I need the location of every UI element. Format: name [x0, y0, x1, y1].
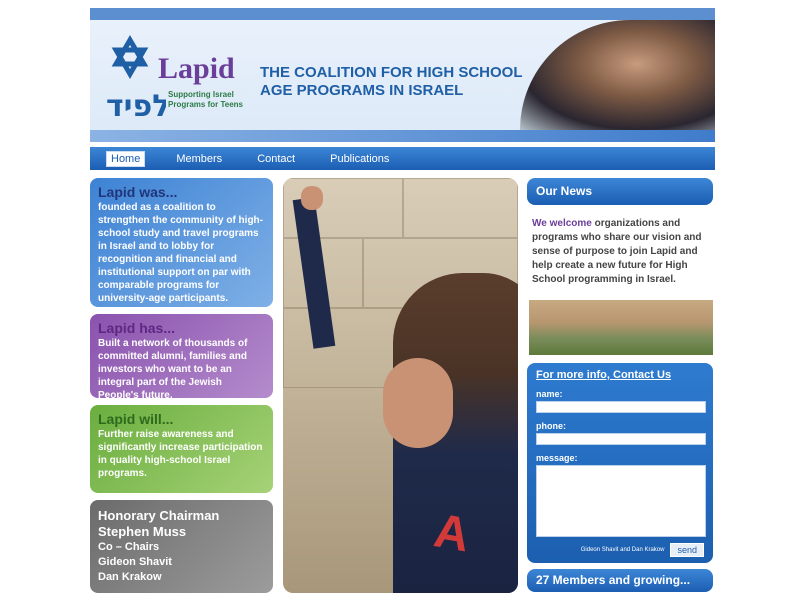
lapid-will-title: Lapid will... [98, 411, 174, 427]
message-textarea[interactable] [536, 465, 706, 537]
news-text [532, 217, 712, 287]
name-input[interactable] [536, 401, 706, 413]
phone-input[interactable] [536, 433, 706, 445]
cochairs-label: Co – Chairs [98, 541, 160, 553]
logo-word: Lapid [158, 52, 235, 85]
lapid-was-title: Lapid was... [98, 184, 178, 200]
honorary-chair-box [90, 500, 273, 593]
lapid-was-text: founded as a coalition to strengthen the community of high-school study and travel programs in Israel and to lobby for recognition and financial and institutional support on par with comparable programs for university-age participants. [98, 202, 263, 304]
logo-hebrew: לפיד [106, 89, 166, 120]
logo-subtitle: Supporting Israel Programs for Teens [168, 90, 243, 109]
contact-form [527, 363, 713, 563]
lapid-logo[interactable] [106, 34, 243, 124]
members-count-link[interactable]: 27 Members and growing... [527, 569, 713, 592]
nav-members[interactable]: Members [176, 152, 223, 165]
lapid-will-text: Further raise awareness and significantly increase participation in quality high-school Israel programs. [98, 429, 263, 479]
contact-footer [536, 543, 704, 557]
name-label: name: [536, 389, 563, 399]
main-nav [90, 147, 715, 170]
lapid-has-title: Lapid has... [98, 320, 176, 336]
cochair-name: Dan Krakow [98, 571, 162, 583]
honorary-chairman-name: Stephen Muss [98, 524, 187, 539]
lapid-was-box [90, 178, 273, 307]
lapid-has-box [90, 314, 273, 401]
phone-label: phone: [536, 421, 566, 431]
header-divider [90, 130, 715, 142]
our-news-title: Our News [527, 178, 713, 205]
nav-contact[interactable]: Contact [257, 152, 296, 165]
main-photo: A [283, 178, 518, 593]
header-tagline: THE COALITION FOR HIGH SCHOOL AGE PROGRAMS IN ISRAEL [260, 64, 523, 99]
star-of-david-icon [106, 34, 166, 120]
nav-home[interactable]: Home [106, 151, 145, 167]
lapid-will-box [90, 405, 273, 493]
site-header [90, 8, 715, 142]
news-group-photo [529, 300, 713, 355]
nav-publications[interactable]: Publications [330, 152, 390, 165]
news-highlight: We welcome [532, 218, 592, 229]
header-photo [520, 20, 715, 130]
message-label: message: [536, 453, 578, 463]
contact-credit: Gideon Shavit and Dan Krakow [580, 547, 665, 553]
contact-us-link[interactable]: For more info, Contact Us [536, 369, 672, 381]
news-body: organizations and programs who share our vision and sense of purpose to join Lapid and help create a new future for High School programming in Israel. [532, 218, 702, 285]
send-button[interactable]: send [670, 543, 704, 557]
honorary-chairman-heading: Honorary Chairman [98, 508, 220, 523]
cochair-name: Gideon Shavit [98, 556, 172, 568]
lapid-has-text: Built a network of thousands of committed alumni, families and investors who want to be an integral part of the Jewish People's future. [98, 338, 248, 401]
